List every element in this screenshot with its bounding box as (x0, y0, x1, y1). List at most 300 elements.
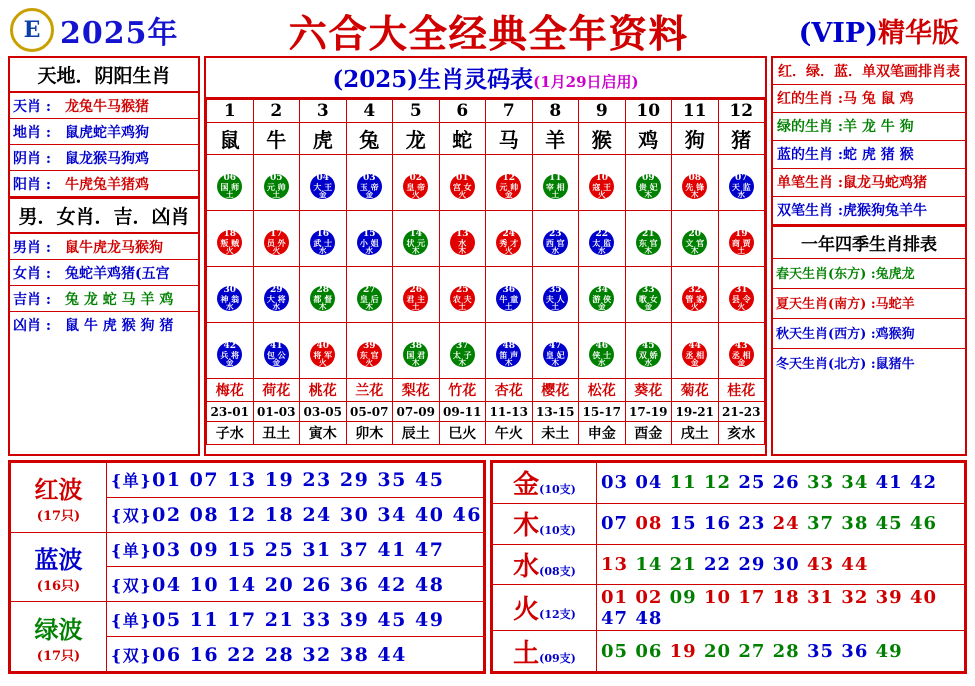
cell-ball[interactable] (300, 211, 347, 267)
cell-zodiac: 鼠 (207, 123, 254, 155)
ball-element: 木 (691, 246, 699, 256)
ball-number: 18 (223, 229, 237, 240)
number-ball[interactable] (450, 342, 475, 367)
element-number: 47 (601, 607, 636, 629)
ball-number: 44 (688, 341, 702, 352)
ball-title: 将 军 (313, 350, 333, 361)
cell-ball[interactable] (346, 323, 393, 379)
list-item (773, 259, 965, 289)
number-ball[interactable] (310, 286, 335, 311)
cell-ball[interactable] (346, 211, 393, 267)
cell-ball[interactable] (672, 323, 719, 379)
number-ball[interactable] (496, 230, 521, 255)
number-ball[interactable] (450, 230, 475, 255)
cell-flower: 松花 (579, 379, 626, 402)
cell-ball[interactable] (346, 267, 393, 323)
row-value: 兔 龙 蛇 马 羊 鸡 (65, 291, 174, 308)
element-name: 水 (513, 551, 540, 582)
table-row-balls (207, 267, 765, 323)
wave-odd-cell (107, 463, 484, 498)
element-number: 44 (841, 553, 869, 575)
wave-count: (16只) (36, 578, 81, 594)
ball-number: 02 (409, 173, 423, 184)
ball-element: 土 (551, 302, 559, 312)
list-item (10, 93, 198, 119)
number-ball[interactable] (496, 342, 521, 367)
number-ball[interactable] (496, 286, 521, 311)
row-value: 羊 龙 牛 狗 (843, 119, 914, 135)
cell-range: 11-13 (486, 402, 533, 422)
number-ball[interactable] (589, 230, 614, 255)
number-ball[interactable] (357, 286, 382, 311)
cell-ball[interactable] (439, 267, 486, 323)
ball-title: 天 监 (731, 182, 751, 193)
cell-branch: 寅木 (300, 422, 347, 445)
cell-ball[interactable] (300, 323, 347, 379)
ball-number: 17 (269, 229, 283, 240)
number-ball[interactable] (682, 174, 707, 199)
cell-ball[interactable] (207, 155, 254, 211)
row-label: 红的生肖 : (777, 91, 844, 107)
row-label: 男肖 : (13, 239, 52, 256)
ball-number: 27 (362, 285, 376, 296)
ball-title: 大 王 (313, 182, 333, 193)
ball-title: 国 君 (406, 350, 426, 361)
cell-ball[interactable] (486, 267, 533, 323)
row-value: 蛇 虎 猪 猴 (843, 147, 914, 163)
cell-number: 1 (207, 100, 254, 123)
ball-element: 金 (226, 358, 234, 368)
element-number: 11 (669, 472, 704, 494)
ball-number: 26 (409, 285, 423, 296)
ball-element: 火 (226, 246, 234, 256)
even-tag: {双} (111, 575, 153, 595)
cell-ball[interactable] (718, 323, 765, 379)
ball-title: 状 元 (406, 238, 426, 249)
cell-ball[interactable] (300, 267, 347, 323)
element-number: 40 (909, 586, 938, 608)
cell-ball[interactable] (532, 267, 579, 323)
row-value: 兔虎龙 (875, 267, 915, 282)
number-ball[interactable] (636, 174, 661, 199)
cell-branch: 卯木 (346, 422, 393, 445)
number-ball[interactable] (729, 174, 754, 199)
ball-element: 水 (551, 246, 559, 256)
ball-number: 05 (269, 173, 283, 184)
element-label-cell (493, 631, 597, 672)
element-number: 04 (635, 472, 670, 494)
ball-number: 32 (688, 285, 702, 296)
cell-zodiac: 马 (486, 123, 533, 155)
cell-flower: 菊花 (672, 379, 719, 402)
cell-ball[interactable] (579, 323, 626, 379)
ball-title: 西 官 (545, 238, 565, 249)
page-title: 六合大全经典全年资料 (288, 10, 689, 56)
zodiac-code-table-panel (204, 56, 767, 456)
number-ball[interactable] (589, 342, 614, 367)
number-ball[interactable] (729, 230, 754, 255)
element-label-cell (493, 503, 597, 544)
cell-flower: 梨花 (393, 379, 440, 402)
element-name: 火 (513, 595, 540, 626)
cell-flower: 荷花 (253, 379, 300, 402)
element-number: 03 (601, 472, 636, 494)
ball-title: 丞 相 (731, 350, 751, 361)
number-ball[interactable] (403, 174, 428, 199)
ball-element: 木 (691, 190, 699, 200)
element-number: 02 (635, 586, 670, 608)
cell-ball[interactable] (532, 155, 579, 211)
element-number: 32 (841, 586, 876, 608)
ball-element: 火 (598, 190, 606, 200)
cell-ball[interactable] (253, 323, 300, 379)
element-count: (08支) (539, 564, 576, 578)
number-ball[interactable] (357, 342, 382, 367)
number-ball[interactable] (357, 230, 382, 255)
ball-number: 23 (548, 229, 562, 240)
list-item (773, 113, 965, 141)
logo-text: E (23, 17, 41, 43)
number-ball[interactable] (403, 342, 428, 367)
element-number: 10 (703, 586, 739, 608)
ball-title: 歌 女 (638, 294, 658, 305)
wave-label-cell (11, 463, 107, 533)
list-item (773, 319, 965, 349)
element-number: 36 (841, 640, 876, 662)
ball-element: 土 (412, 302, 420, 312)
cell-branch: 辰土 (393, 422, 440, 445)
ball-element: 金 (598, 302, 606, 312)
element-number: 34 (841, 472, 876, 494)
ball-title: 东 官 (359, 350, 379, 361)
cell-ball[interactable] (579, 267, 626, 323)
cell-range: 17-19 (625, 402, 672, 422)
number-ball[interactable] (636, 286, 661, 311)
ball-title: 都 督 (313, 294, 333, 305)
number-ball[interactable] (264, 230, 289, 255)
element-number: 43 (806, 553, 842, 575)
ball-title: 神 翁 (220, 294, 240, 305)
cell-number: 8 (532, 100, 579, 123)
ball-number: 19 (734, 229, 748, 240)
cell-ball[interactable] (625, 323, 672, 379)
number-ball[interactable] (682, 286, 707, 311)
cell-ball[interactable] (300, 155, 347, 211)
cell-ball[interactable] (625, 211, 672, 267)
cell-flower: 竹花 (439, 379, 486, 402)
row-label: 阳肖 : (13, 176, 52, 193)
ball-title: 宫 女 (452, 182, 472, 193)
cell-flower: 葵花 (625, 379, 672, 402)
element-number: 14 (635, 553, 670, 575)
cell-ball[interactable] (253, 211, 300, 267)
wave-table (10, 462, 484, 672)
element-number: 31 (806, 586, 842, 608)
cell-ball[interactable] (532, 211, 579, 267)
number-ball[interactable] (543, 174, 568, 199)
ball-number: 41 (269, 341, 283, 352)
cell-zodiac: 羊 (532, 123, 579, 155)
number-ball[interactable] (310, 342, 335, 367)
ball-title: 农 夫 (452, 294, 472, 305)
ball-title: 君 主 (406, 294, 426, 305)
cell-ball[interactable] (579, 155, 626, 211)
number-ball[interactable] (264, 342, 289, 367)
number-ball[interactable] (217, 342, 242, 367)
odd-numbers: 05 11 17 21 33 39 45 49 (152, 608, 445, 631)
ball-number: 13 (455, 229, 469, 240)
element-number: 05 (601, 640, 636, 662)
number-ball[interactable] (496, 174, 521, 199)
element-number: 08 (635, 513, 670, 535)
left-title-1: 天地．阴阳生肖 (10, 58, 198, 93)
ball-number: 47 (548, 341, 562, 352)
cell-ball[interactable] (346, 155, 393, 211)
element-number: 24 (772, 513, 807, 535)
table-row (11, 602, 484, 637)
number-ball[interactable] (217, 174, 242, 199)
cell-ball[interactable] (253, 155, 300, 211)
number-ball[interactable] (682, 342, 707, 367)
cell-ball[interactable] (625, 155, 672, 211)
element-number: 20 (703, 640, 739, 662)
logo-icon (10, 8, 54, 52)
ball-number: 45 (641, 341, 655, 352)
number-ball[interactable] (543, 286, 568, 311)
ball-element: 木 (505, 358, 513, 368)
cell-ball[interactable] (718, 267, 765, 323)
element-number: 16 (703, 513, 739, 535)
cell-ball[interactable] (393, 267, 440, 323)
number-ball[interactable] (543, 342, 568, 367)
cell-flower: 杏花 (486, 379, 533, 402)
row-value: 鼠猪牛 (875, 357, 915, 372)
row-value: 鼠牛虎龙马猴狗 (65, 239, 163, 256)
ball-number: 38 (409, 341, 423, 352)
wave-label-cell (11, 602, 107, 672)
row-value: 牛虎兔羊猪鸡 (65, 176, 149, 193)
number-ball[interactable] (450, 286, 475, 311)
number-ball[interactable] (264, 174, 289, 199)
cell-ball[interactable] (672, 211, 719, 267)
number-ball[interactable] (543, 230, 568, 255)
cell-flower: 桂花 (718, 379, 765, 402)
cell-ball[interactable] (718, 211, 765, 267)
number-ball[interactable] (217, 286, 242, 311)
element-numbers-cell (597, 503, 965, 544)
wave-name: 绿波 (34, 614, 83, 644)
cell-zodiac: 虎 (300, 123, 347, 155)
ball-element: 土 (505, 302, 513, 312)
element-number: 12 (703, 472, 739, 494)
number-ball[interactable] (310, 174, 335, 199)
ball-element: 木 (458, 246, 466, 256)
ball-title: 侠 士 (592, 350, 612, 361)
number-ball[interactable] (310, 230, 335, 255)
cell-ball[interactable] (579, 211, 626, 267)
element-number: 29 (738, 553, 773, 575)
table-row-ranges (207, 402, 765, 422)
row-label: 夏天生肖(南方) : (776, 297, 876, 312)
ball-element: 水 (319, 246, 327, 256)
ball-element: 火 (505, 246, 513, 256)
number-ball[interactable] (682, 230, 707, 255)
cell-ball[interactable] (393, 155, 440, 211)
ball-number: 11 (548, 173, 562, 184)
cell-number: 5 (393, 100, 440, 123)
cell-branch: 巳火 (439, 422, 486, 445)
cell-ball[interactable] (486, 323, 533, 379)
ball-number: 30 (223, 285, 237, 296)
ball-element: 水 (226, 302, 234, 312)
ball-title: 元 帅 (499, 182, 519, 193)
cell-ball[interactable] (532, 323, 579, 379)
row-value: 鼠 牛 虎 猴 狗 猪 (65, 318, 174, 334)
ball-element: 水 (737, 190, 745, 200)
wave-name: 红波 (34, 475, 83, 505)
element-number: 22 (703, 553, 739, 575)
cell-number: 10 (625, 100, 672, 123)
cell-flower: 桃花 (300, 379, 347, 402)
ball-title: 夫 人 (545, 294, 565, 305)
row-value: 虎猴狗兔羊牛 (843, 203, 928, 219)
ball-element: 土 (458, 302, 466, 312)
number-ball[interactable] (729, 286, 754, 311)
cell-branch: 酉金 (625, 422, 672, 445)
table-row-flowers (207, 379, 765, 402)
cell-ball[interactable] (207, 211, 254, 267)
ball-element: 水 (598, 358, 606, 368)
right-panel (771, 56, 967, 456)
ball-title: 兵 将 (220, 350, 240, 361)
number-ball[interactable] (589, 174, 614, 199)
ball-title: 皇 后 (359, 294, 379, 305)
ball-title: 元 帅 (266, 182, 286, 193)
cell-range: 19-21 (672, 402, 719, 422)
vip-suffix: 精华版 (878, 17, 959, 49)
ball-number: 09 (641, 173, 655, 184)
ball-title: 丞 相 (685, 350, 705, 361)
element-number: 18 (772, 586, 807, 608)
cell-ball[interactable] (393, 323, 440, 379)
cell-ball[interactable] (672, 267, 719, 323)
row-value: 鼠龙猴马狗鸡 (65, 150, 149, 167)
ball-element: 木 (551, 358, 559, 368)
wave-odd-cell (107, 532, 484, 567)
cell-branch: 午火 (486, 422, 533, 445)
cell-number: 9 (579, 100, 626, 123)
ball-number: 16 (316, 229, 330, 240)
odd-numbers: 03 09 15 25 31 37 41 47 (152, 539, 445, 562)
element-label-cell (493, 544, 597, 585)
list-item (773, 85, 965, 113)
cell-ball[interactable] (207, 323, 254, 379)
cell-zodiac: 猴 (579, 123, 626, 155)
cell-ball[interactable] (439, 155, 486, 211)
wave-label-cell (11, 532, 107, 602)
number-ball[interactable] (403, 230, 428, 255)
element-number: 27 (738, 640, 773, 662)
element-label-cell (493, 463, 597, 504)
cell-ball[interactable] (253, 267, 300, 323)
cell-ball[interactable] (718, 155, 765, 211)
ball-element: 金 (505, 190, 513, 200)
element-number: 01 (601, 586, 636, 608)
number-ball[interactable] (636, 230, 661, 255)
row-label: 阴肖 : (13, 150, 52, 167)
ball-title: 水 (458, 238, 467, 249)
row-value: 龙兔牛马猴猪 (65, 98, 149, 115)
ball-element: 木 (319, 302, 327, 312)
element-number: 46 (909, 513, 938, 535)
cell-zodiac: 蛇 (439, 123, 486, 155)
number-ball[interactable] (403, 286, 428, 311)
number-ball[interactable] (357, 174, 382, 199)
even-tag: {双} (111, 506, 153, 526)
ball-element: 木 (458, 358, 466, 368)
cell-range: 21-23 (718, 402, 765, 422)
cell-zodiac: 鸡 (625, 123, 672, 155)
number-ball[interactable] (589, 286, 614, 311)
cell-ball[interactable] (207, 267, 254, 323)
cell-ball[interactable] (439, 323, 486, 379)
vip-badge (799, 11, 965, 50)
main-area (4, 56, 971, 456)
element-number: 15 (669, 513, 704, 535)
ball-title: 游 侠 (592, 294, 612, 305)
ball-element: 土 (551, 190, 559, 200)
ball-number: 01 (455, 173, 469, 184)
ball-element: 火 (691, 302, 699, 312)
ball-number: 35 (548, 285, 562, 296)
cell-ball[interactable] (486, 211, 533, 267)
table-row (493, 631, 965, 672)
cell-ball[interactable] (486, 155, 533, 211)
number-ball[interactable] (450, 174, 475, 199)
ball-element: 火 (365, 358, 373, 368)
zodiac-table-title (206, 58, 765, 99)
ball-number: 43 (734, 341, 748, 352)
row-label: 双笔生肖 : (777, 203, 844, 219)
list-item (10, 286, 198, 312)
element-number: 39 (875, 586, 910, 608)
ball-title: 管 家 (685, 294, 705, 305)
cell-ball[interactable] (393, 211, 440, 267)
ball-title: 员 外 (266, 238, 286, 249)
ball-number: 12 (502, 173, 516, 184)
table-row (11, 463, 484, 498)
element-numbers-cell (597, 631, 965, 672)
cell-ball[interactable] (625, 267, 672, 323)
even-numbers: 06 16 22 28 32 38 44 (152, 643, 407, 666)
element-name: 土 (513, 638, 540, 669)
cell-branch: 亥水 (718, 422, 765, 445)
cell-ball[interactable] (439, 211, 486, 267)
element-number: 41 (875, 472, 910, 494)
number-ball[interactable] (264, 286, 289, 311)
ball-number: 40 (316, 341, 330, 352)
number-ball[interactable] (636, 342, 661, 367)
ball-title: 宰 相 (545, 182, 565, 193)
row-label: 蓝的生肖 : (777, 147, 844, 163)
ball-number: 25 (455, 285, 469, 296)
ball-number: 06 (223, 173, 237, 184)
number-ball[interactable] (729, 342, 754, 367)
ball-title: 国 师 (220, 182, 240, 193)
number-ball[interactable] (217, 230, 242, 255)
element-number: 45 (875, 513, 910, 535)
cell-ball[interactable] (672, 155, 719, 211)
